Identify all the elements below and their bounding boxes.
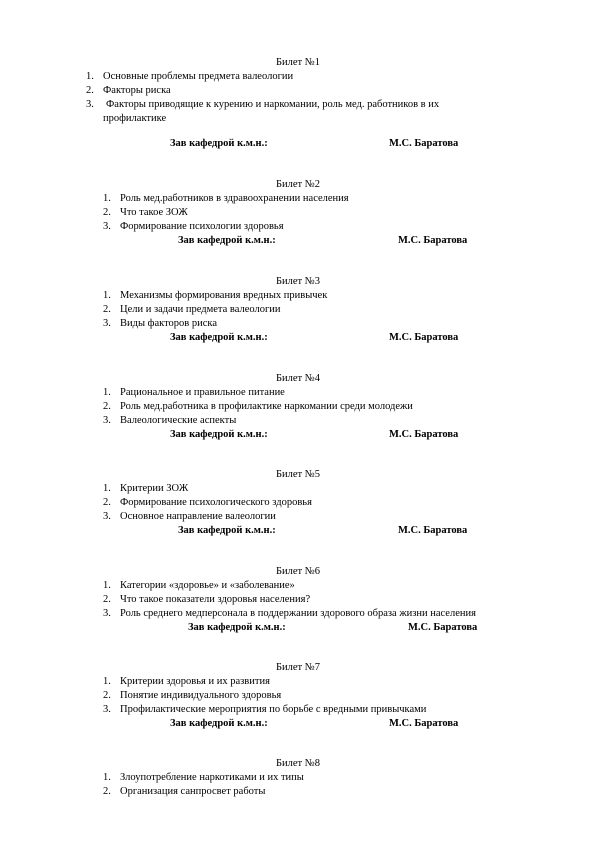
question-item: [103, 289, 327, 303]
item-number: 1.: [103, 772, 111, 783]
item-text: Что такое ЗОЖ: [120, 207, 188, 218]
question-item: [103, 785, 265, 799]
item-text: Формирование психологического здоровья: [120, 497, 312, 508]
question-item: [103, 400, 413, 414]
item-number: 1.: [86, 71, 94, 82]
signature-label: Зав кафедрой к.м.н.:: [170, 138, 268, 149]
item-text: Профилактические мероприятия по борьбе с вредными привычками: [120, 704, 427, 715]
item-text: Валеологические аспекты: [120, 415, 237, 426]
item-number: 2.: [103, 304, 111, 315]
signature-label: Зав кафедрой к.м.н.:: [178, 235, 276, 246]
item-number: 1.: [103, 193, 111, 204]
signature-name: М.С. Баратова: [389, 332, 459, 343]
item-number: 2.: [86, 85, 94, 96]
item-text: профилактике: [103, 113, 167, 124]
question-item: [103, 579, 295, 593]
question-item: [103, 206, 188, 220]
question-item: [103, 317, 217, 331]
item-text: Основные проблемы предмета валеологии: [103, 71, 294, 82]
signature-name: М.С. Баратова: [389, 138, 459, 149]
signature-label: Зав кафедрой к.м.н.:: [170, 718, 268, 729]
item-text: Основное направление валеологии: [120, 511, 276, 522]
question-item: [103, 510, 276, 524]
ticket-title: Билет №1: [275, 57, 321, 68]
item-number: 1.: [103, 387, 111, 398]
item-text: Критерии ЗОЖ: [120, 483, 189, 494]
item-number: 1.: [103, 580, 111, 591]
ticket-title: Билет №2: [275, 179, 321, 190]
signature-name: М.С. Баратова: [389, 429, 459, 440]
ticket-title: Билет №5: [275, 469, 321, 480]
signature-name: М.С. Баратова: [408, 622, 478, 633]
item-number: 2.: [103, 497, 111, 508]
question-item-continuation: [103, 112, 166, 126]
item-text: Роль среднего медперсонала в поддержании здорового образа жизни населения: [120, 608, 476, 619]
item-number: 2.: [103, 207, 111, 218]
question-item: [103, 482, 188, 496]
question-item: [103, 607, 476, 621]
question-item: [86, 70, 293, 84]
question-item: [103, 675, 270, 689]
signature-label: Зав кафедрой к.м.н.:: [188, 622, 286, 633]
item-number: 3.: [103, 221, 111, 232]
signature-name: М.С. Баратова: [398, 235, 468, 246]
item-text: Факторы риска: [103, 85, 171, 96]
item-number: 3.: [103, 415, 111, 426]
item-text: Что такое показатели здоровья населения?: [120, 594, 311, 605]
item-number: 2.: [103, 690, 111, 701]
item-text: Роль мед.работника в профилактике наркомании среди молодежи: [120, 401, 413, 412]
item-text: Виды факторов риска: [120, 318, 217, 329]
item-text: Формирование психологии здоровья: [120, 221, 284, 232]
item-number: 3.: [86, 99, 94, 110]
item-number: 2.: [103, 594, 111, 605]
item-number: 3.: [103, 704, 111, 715]
item-text: Понятие индивидуального здоровья: [120, 690, 282, 701]
question-item: [103, 703, 426, 717]
item-text: Механизмы формирования вредных привычек: [120, 290, 328, 301]
question-item: [86, 84, 171, 98]
item-text: Организация санпросвет работы: [120, 786, 266, 797]
signature-label: Зав кафедрой к.м.н.:: [170, 429, 268, 440]
item-text: Факторы приводящие к курению и наркомании, роль мед. работников в их: [106, 99, 440, 110]
question-item: [103, 192, 349, 206]
item-number: 2.: [103, 401, 111, 412]
ticket-title: Билет №4: [275, 373, 321, 384]
item-number: 1.: [103, 290, 111, 301]
item-text: Категории «здоровье» и «заболевание»: [120, 580, 295, 591]
question-item: [103, 386, 285, 400]
item-text: Рациональное и правильное питание: [120, 387, 285, 398]
item-number: 1.: [103, 676, 111, 687]
item-number: 2.: [103, 786, 111, 797]
item-text: Роль мед.работников в здравоохранении населения: [120, 193, 349, 204]
signature-name: М.С. Баратова: [389, 718, 459, 729]
item-text: Цели и задачи предмета валеологии: [120, 304, 281, 315]
question-item: [103, 496, 312, 510]
item-number: 3.: [103, 318, 111, 329]
item-text: Критерии здоровья и их развития: [120, 676, 270, 687]
item-text: Злоупотребление наркотиками и их типы: [120, 772, 304, 783]
signature-name: М.С. Баратова: [398, 525, 468, 536]
question-item: [86, 98, 439, 112]
ticket-title: Билет №6: [275, 566, 321, 577]
signature-label: Зав кафедрой к.м.н.:: [170, 332, 268, 343]
question-item: [103, 771, 304, 785]
question-item: [103, 414, 236, 428]
question-item: [103, 689, 281, 703]
question-item: [103, 220, 284, 234]
ticket-title: Билет №8: [275, 758, 321, 769]
ticket-title: Билет №3: [275, 276, 321, 287]
signature-label: Зав кафедрой к.м.н.:: [178, 525, 276, 536]
item-number: 3.: [103, 608, 111, 619]
question-item: [103, 593, 310, 607]
question-item: [103, 303, 281, 317]
ticket-title: Билет №7: [275, 662, 321, 673]
item-number: 1.: [103, 483, 111, 494]
item-number: 3.: [103, 511, 111, 522]
